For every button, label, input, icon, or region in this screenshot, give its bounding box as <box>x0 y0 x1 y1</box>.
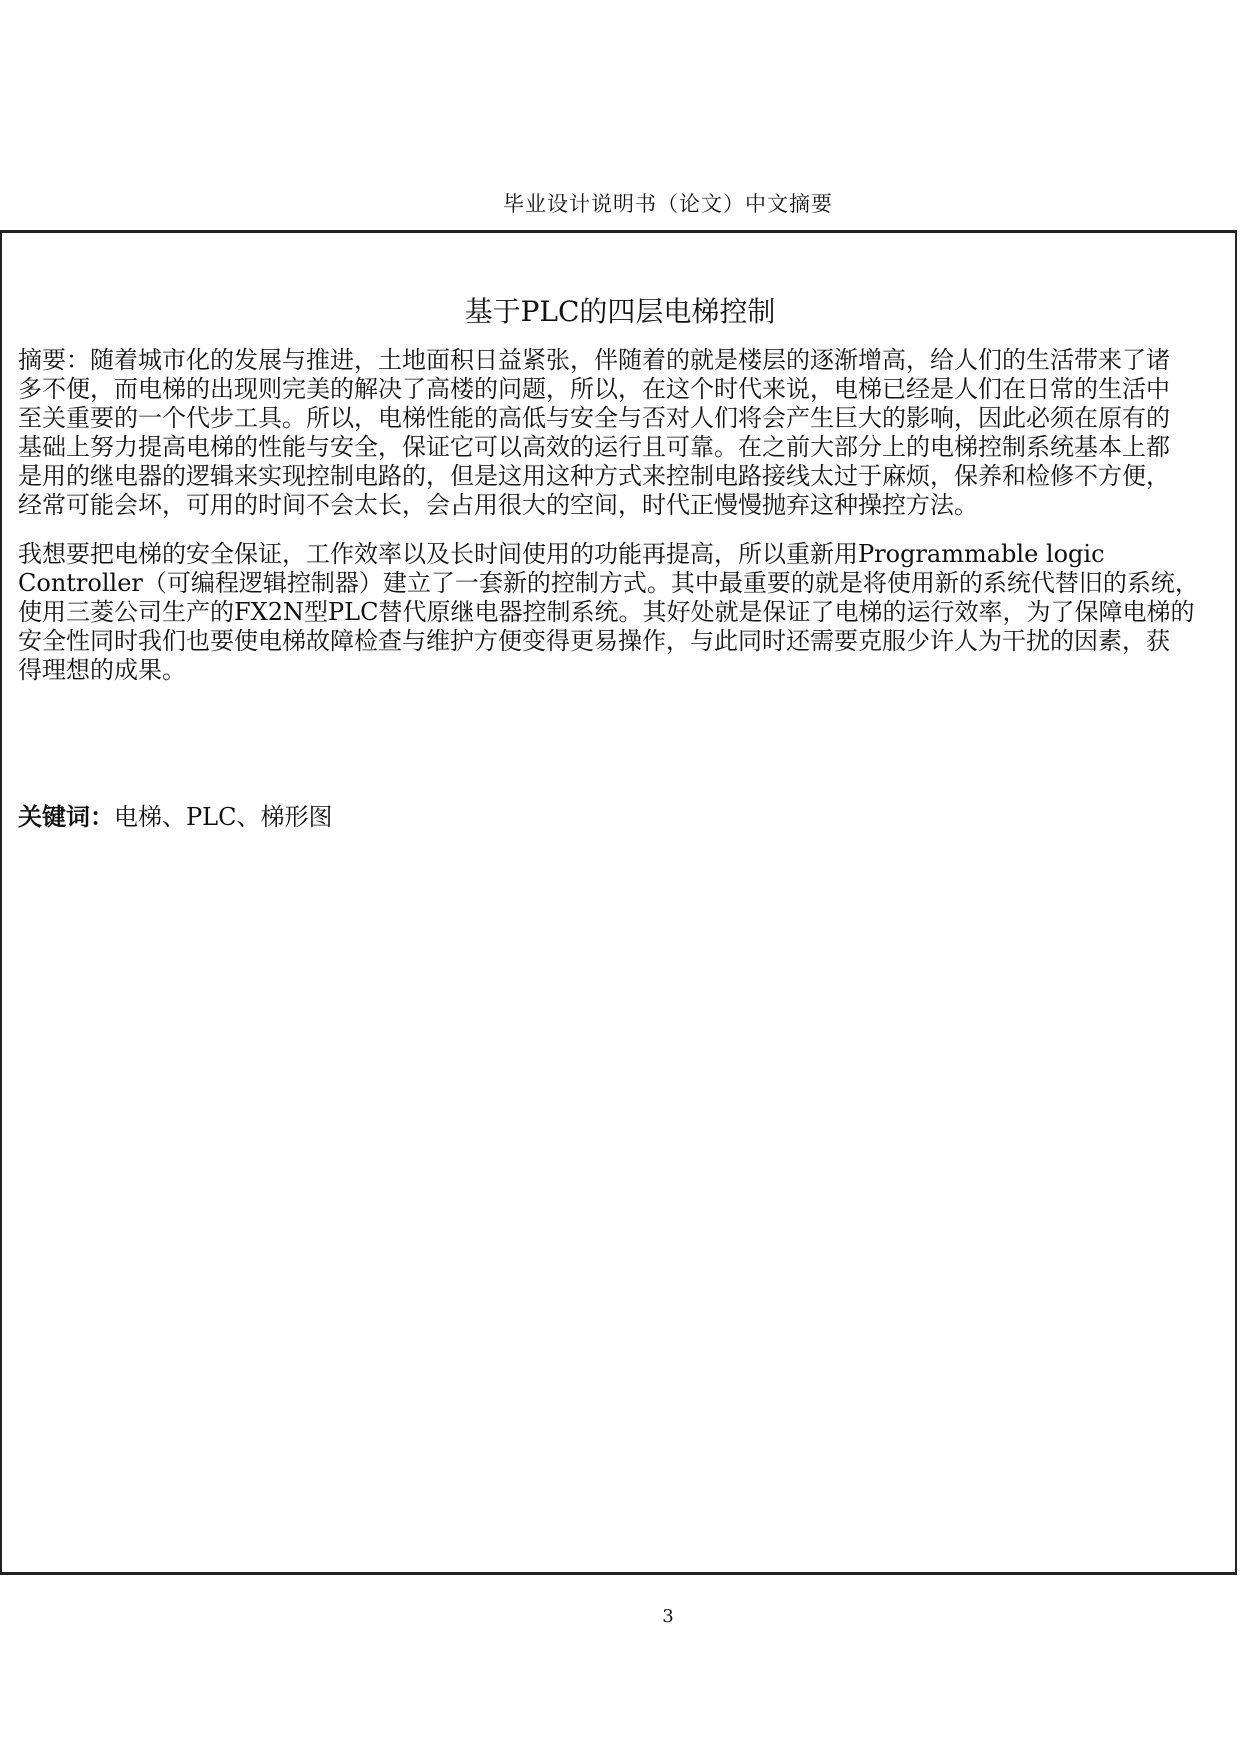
text-line: 安全性同时我们也要使电梯故障检查与维护方便变得更易操作，与此同时还需要克服少许人为干扰的因素，获 <box>18 627 1170 655</box>
text-line: 使用三菱公司生产的FX2N型PLC替代原继电器控制系统。其好处就是保证了电梯的运行效率，为了保障电梯的 <box>18 598 1195 626</box>
text-line: 是用的继电器的逻辑来实现控制电路的，但是这用这种方式来控制电路接线太过于麻烦，保养和检修不方便， <box>18 462 1170 490</box>
text-line: 多不便，而电梯的出现则完美的解决了高楼的问题，所以，在这个时代来说，电梯已经是人们在日常的生活中 <box>18 375 1170 403</box>
text-line: 得理想的成果。 <box>18 656 186 684</box>
text-line: 我想要把电梯的安全保证，工作效率以及长时间使用的功能再提高，所以重新用Programmable logic <box>18 540 1105 568</box>
text-line: Controller（可编程逻辑控制器）建立了一套新的控制方式。其中最重要的就是将使用新的系统代替旧的系统， <box>18 569 1199 597</box>
text-line: 摘要：随着城市化的发展与推进，土地面积日益紧张，伴随着的就是楼层的逐渐增高，给人们的生活带来了诸 <box>18 346 1170 374</box>
keywords <box>18 797 332 832</box>
abstract-paragraph-1 <box>18 346 1170 520</box>
text-line: 经常可能会坏，可用的时间不会太长，会占用很大的空间，时代正慢慢抛弃这种操控方法。 <box>18 491 978 519</box>
keywords-label: 关键词： <box>18 802 114 831</box>
text-line: 基础上努力提高电梯的性能与安全，保证它可以高效的运行且可靠。在之前大部分上的电梯控制系统基本上都 <box>18 433 1170 461</box>
keywords-value: 电梯、PLC、梯形图 <box>114 803 333 831</box>
page-number: 3 <box>662 1606 674 1627</box>
abstract-paragraph-2 <box>18 540 1199 685</box>
text-line: 至关重要的一个代步工具。所以，电梯性能的高低与安全与否对人们将会产生巨大的影响，因此必须在原有的 <box>18 404 1170 432</box>
running-header: 毕业设计说明书（论文）中文摘要 <box>503 192 833 216</box>
document-title: 基于PLC的四层电梯控制 <box>464 295 776 328</box>
